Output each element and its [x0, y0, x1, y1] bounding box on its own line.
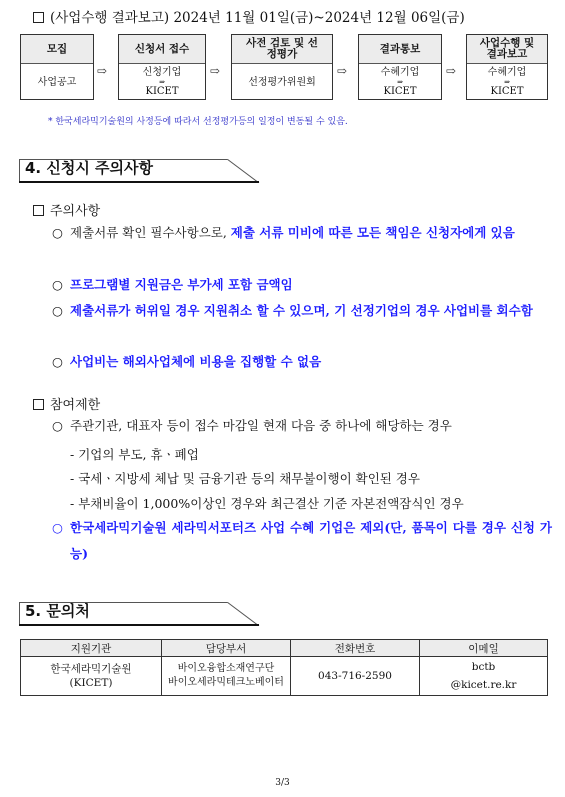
caution-title: 주의사항 — [33, 200, 100, 219]
caution-item: ○ 사업비는 해외사업체에 비용을 집행할 수 없음 — [52, 349, 552, 375]
restriction-dash-item: - 기업의 부도, 휴ㆍ폐업 — [70, 447, 199, 462]
restriction-dash-item: - 국세ㆍ지방세 체납 및 금융기관 등의 채무불이행이 확인된 경우 — [70, 471, 420, 486]
flow-step-head: 신청서 접수 — [119, 35, 205, 64]
down-arrow-icon: ⇒ — [159, 78, 165, 86]
flow-arrow-icon: ⇨ — [210, 64, 221, 78]
flow-step-body: 수혜기업 ⇒ KICET — [380, 67, 420, 97]
header-slant-line — [225, 159, 261, 183]
flow-arrow-icon: ⇨ — [97, 64, 108, 78]
schedule-title: (사업수행 결과보고) 2024년 11월 01일(금)~2024년 12월 06일(금) — [33, 6, 465, 26]
header-bottom-line — [19, 181, 259, 183]
page-number: 3/3 — [275, 778, 290, 788]
checkbox-square-icon — [33, 205, 44, 216]
header-bottom-line — [19, 624, 259, 626]
column-header: 이메일 — [420, 640, 548, 657]
checkbox-square-icon — [33, 12, 44, 23]
header-slant-line — [225, 602, 261, 626]
restriction-title: 참여제한 — [33, 394, 100, 413]
down-arrow-icon: ⇒ — [397, 78, 403, 86]
flow-step-head: 결과통보 — [359, 35, 441, 64]
flow-step-review — [231, 34, 333, 100]
email-cell[interactable]: bctb @kicet.re.kr — [420, 657, 548, 696]
caution-item: ○ 제출서류가 허위일 경우 지원취소 할 수 있으며, 기 선정기업의 경우 사업비를 회수함 — [52, 298, 552, 324]
flow-step-head: 모집 — [21, 35, 93, 64]
flow-step-body: 사업공고 — [37, 76, 77, 88]
table-header-row — [21, 640, 548, 657]
circle-bullet-icon: ○ — [52, 303, 63, 318]
flow-arrow-icon: ⇨ — [446, 64, 457, 78]
contact-table — [20, 639, 548, 696]
column-header: 전화번호 — [291, 640, 420, 657]
circle-bullet-icon: ○ — [52, 225, 63, 240]
dept-cell: 바이오융합소재연구단 바이오세라믹테크노베이터 — [162, 657, 291, 696]
restriction-last-item: ○ 한국세라믹기술원 세라믹서포터즈 사업 수혜 기업은 제외(단, 품목이 다를 경우 신청 가능) — [52, 515, 552, 567]
circle-bullet-icon: ○ — [52, 354, 63, 369]
caution-item: ○ 제출서류 확인 필수사항으로, 제출 서류 미비에 따른 모든 책임은 신청자에게 있음 — [52, 220, 552, 246]
flow-step-body: 신청기업 ⇒ KICET — [142, 67, 182, 97]
section-title: 4. 신청시 주의사항 — [25, 159, 154, 177]
header-left-line — [19, 159, 20, 183]
flow-step-body: 선정평가위원회 — [248, 76, 316, 88]
circle-bullet-icon: ○ — [52, 277, 63, 292]
flow-step-application — [118, 34, 206, 100]
down-arrow-icon: ⇒ — [504, 78, 510, 86]
restriction-intro: ○ 주관기관, 대표자 등이 접수 마감일 현재 다음 중 하나에 해당하는 경우 — [52, 413, 552, 439]
restriction-dash-item: - 부채비율이 1,000%이상인 경우와 최근결산 기준 자본전액잠식인 경우 — [70, 496, 464, 511]
flow-arrow-icon: ⇨ — [337, 64, 348, 78]
flow-step-report — [466, 34, 548, 100]
section-5-header — [19, 596, 259, 626]
circle-bullet-icon: ○ — [52, 520, 63, 535]
flow-step-head: 사전 검토 및 선정평가 — [232, 35, 332, 64]
section-title: 5. 문의처 — [25, 602, 90, 620]
table-row — [21, 657, 548, 696]
circle-bullet-icon: ○ — [52, 418, 63, 433]
flow-step-head: 사업수행 및 결과보고 — [467, 35, 547, 64]
flow-step-body: 수혜기업 ⇒ KICET — [487, 67, 527, 97]
column-header: 담당부서 — [162, 640, 291, 657]
header-left-line — [19, 602, 20, 626]
checkbox-square-icon — [33, 399, 44, 410]
org-cell: 한국세라믹기술원 (KICET) — [21, 657, 162, 696]
flow-step-recruit — [20, 34, 94, 100]
caution-item: ○ 프로그램별 지원금은 부가세 포함 금액임 — [52, 272, 552, 298]
phone-cell: 043-716-2590 — [291, 657, 420, 696]
schedule-note: * 한국세라믹기술원의 사정등에 따라서 선정평가등의 일정이 변동될 수 있음. — [48, 117, 348, 127]
column-header: 지원기관 — [21, 640, 162, 657]
flow-step-notice — [358, 34, 442, 100]
section-4-header — [19, 153, 259, 183]
